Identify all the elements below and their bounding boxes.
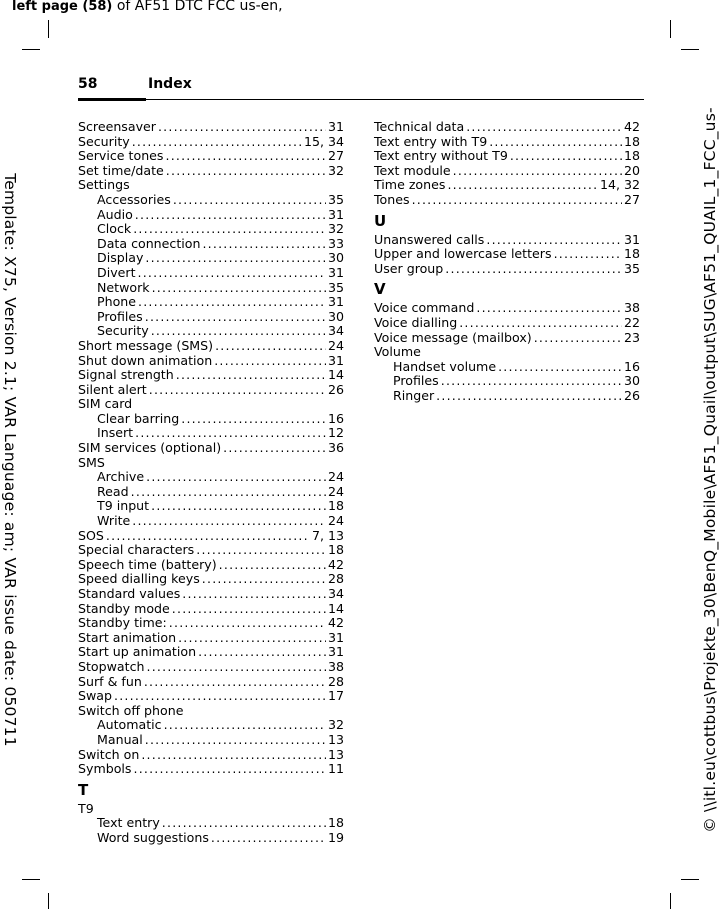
index-subentry [78,412,344,427]
dot-leader [158,120,326,135]
dot-leader [173,193,326,208]
entry-label: Ringer [393,387,435,403]
dot-leader [202,572,326,587]
entry-label: Switch on [78,746,140,762]
index-entry [78,631,344,646]
dot-leader [489,135,622,150]
dot-leader [169,616,326,631]
dot-leader [144,675,326,690]
dot-leader [133,222,326,237]
crop-mark [670,20,671,38]
entry-label: Start up animation [78,644,197,660]
dot-leader [132,135,302,150]
index-entry [78,689,344,704]
dot-leader [202,237,326,252]
entry-page-number: 14 [327,367,344,383]
entry-page-number: 20 [623,162,640,178]
entry-label: Text entry without T9 [374,148,508,164]
index-entry [78,558,344,573]
entry-label: User group [374,260,444,276]
entry-page-number: 22 [623,314,640,330]
page-title: Index [148,76,192,92]
entry-page-number: 23 [623,329,640,345]
entry-label: Standard values [78,586,181,601]
index-entry [78,441,344,456]
entry-page-number: 18 [327,498,344,514]
dot-leader [145,251,326,266]
entry-label: SOS [78,527,104,543]
dot-leader [138,295,326,310]
template-info-vertical: Template: X75, Version 2.1; VAR Language: am; VAR issue date: 050711 [1,173,19,747]
document-reference: of AF51 DTC FCC us-en, [112,0,283,14]
entry-page-number: 15, 34 [303,133,344,149]
index-subentry [374,360,640,375]
entry-label: Manual [97,731,143,747]
entry-label: Data connection [97,235,201,251]
dot-leader [131,485,326,500]
dot-leader [152,281,326,296]
index-subentry [374,374,640,389]
entry-label: Voice command [374,300,475,316]
index-subentry [78,310,344,325]
crop-mark [48,893,49,909]
crop-mark [22,49,40,50]
index-entry [78,616,344,631]
entry-page-number: 38 [623,300,640,316]
index-subentry [78,831,344,846]
dot-leader [182,587,326,602]
entry-page-number: 13 [327,731,344,747]
entry-page-number: 35 [327,191,344,207]
entry-label: Automatic [97,717,162,733]
index-entry [78,368,344,383]
index-entry [78,178,344,193]
entry-label: Signal strength [78,367,174,383]
entry-page-number: 42 [623,119,640,134]
header-rule [78,99,644,100]
index-subentry [78,718,344,733]
entry-page-number: 31 [327,352,344,368]
dot-leader [498,360,622,375]
index-entry [374,301,640,316]
dot-leader [178,631,326,646]
entry-label: Set time/date [78,162,164,178]
entry-label: Text module [374,162,451,178]
index-subentry [78,499,344,514]
entry-page-number: 14 [327,600,344,616]
entry-page-number: 30 [623,373,640,389]
dot-leader [164,718,326,733]
index-entry [78,704,344,719]
entry-label: Standby time: [78,615,167,631]
entry-page-number: 35 [623,260,640,276]
index-entry [78,339,344,354]
dot-leader [198,645,326,660]
entry-page-number: 31 [327,644,344,660]
entry-page-number: 17 [327,688,344,704]
entry-label: Standby mode [78,600,170,616]
entry-page-number: 26 [327,381,344,397]
entry-page-number: 7, 13 [311,527,344,543]
dot-leader [181,412,326,427]
index-entry [78,645,344,660]
dot-leader [486,233,622,248]
index-subentry [374,389,640,404]
entry-label: Clock [97,221,132,237]
index-subentry [78,222,344,237]
entry-label: T9 input [97,498,150,514]
index-subentry [78,485,344,500]
entry-page-number: 28 [327,673,344,689]
index-entry [78,397,344,412]
index-entry [78,135,344,150]
dot-leader [196,543,326,558]
entry-label: Display [97,250,144,266]
entry-label: Surf & fun [78,673,142,689]
dot-leader [135,426,326,441]
entry-label: Symbols [78,761,132,777]
entry-label: Handset volume [393,358,497,374]
index-subentry [78,295,344,310]
entry-page-number: 14, 32 [599,177,640,193]
entry-label: Start animation [78,629,177,645]
dot-leader [145,310,326,325]
entry-label: SIM card [78,396,133,412]
dot-leader [135,208,326,223]
index-entry [374,247,640,262]
entry-page-number: 27 [623,191,640,207]
dot-leader [219,558,326,573]
entry-label: Special characters [78,542,195,558]
entry-label: Security [97,323,149,339]
dot-leader [151,324,326,339]
index-entry [78,572,344,587]
file-path-vertical: © \\itl.eu\cottbus\Projekte_30\BenQ_Mobile\AF51_Quail\output\SUG\AF51_QUAIL_1_FCC_us- [701,107,719,833]
entry-label: Accessories [97,191,171,207]
index-entry [374,345,640,360]
entry-page-number: 28 [327,571,344,587]
dot-leader [510,149,622,164]
dot-leader [145,733,326,748]
index-entry [374,120,640,135]
dot-leader [132,514,326,529]
entry-page-number: 32 [327,162,344,178]
index-column-left [78,120,344,846]
entry-page-number: 31 [327,119,344,134]
dot-leader [147,660,326,675]
index-subentry [78,426,344,441]
entry-page-number: 34 [327,323,344,339]
entry-label: Short message (SMS) [78,337,214,353]
entry-label: Time zones [374,177,446,193]
page-reference: left page (58) [12,0,113,14]
entry-page-number: 18 [623,246,640,262]
entry-label: Insert [97,425,134,441]
index-section-letter: U [374,211,387,230]
index-subentry [78,324,344,339]
dot-leader [176,368,326,383]
entry-page-number: 36 [327,440,344,456]
entry-page-number: 38 [327,658,344,674]
dot-leader [445,262,622,277]
entry-label: Unanswered calls [374,231,485,247]
entry-label: Audio [97,206,133,222]
index-entry [78,543,344,558]
dot-leader [114,689,326,704]
dot-leader [141,748,326,763]
index-entry [374,331,640,346]
index-entry [78,660,344,675]
index-entry [374,233,640,248]
entry-label: Switch off phone [78,702,184,718]
index-entry [78,587,344,602]
entry-label: Clear barring [97,410,180,426]
dot-leader [534,331,622,346]
entry-label: Upper and lowercase letters [374,246,552,262]
dot-leader [441,374,622,389]
dot-leader [453,164,622,179]
index-entry [78,529,344,544]
index-entry [78,602,344,617]
index-entry [374,262,640,277]
dot-leader [149,383,326,398]
entry-label: Tones [374,191,410,207]
dot-leader [151,499,326,514]
entry-label: Network [97,279,150,295]
entry-label: SIM services (optional) [78,440,222,456]
entry-label: Volume [374,344,421,360]
crop-mark [48,20,49,38]
dot-leader [166,164,326,179]
entry-label: Text entry [97,815,160,831]
crop-mark [670,893,671,909]
entry-page-number: 34 [327,586,344,601]
index-entry [78,383,344,398]
entry-page-number: 18 [623,148,640,164]
index-entry [78,762,344,777]
entry-page-number: 24 [327,483,344,499]
dot-leader [146,470,326,485]
dot-leader [214,354,326,369]
entry-label: SMS [78,454,105,470]
dot-leader [106,529,310,544]
index-subentry [78,251,344,266]
entry-page-number: 24 [327,469,344,485]
dot-leader [133,762,325,777]
dot-leader [211,831,326,846]
index-entry [78,802,344,817]
entry-label: Archive [97,469,145,485]
entry-page-number: 18 [327,815,344,831]
entry-label: Read [97,483,129,499]
entry-page-number: 24 [327,513,344,529]
entry-page-number: 24 [327,337,344,353]
entry-label: Shut down animation [78,352,213,368]
entry-label: Speed dialling keys [78,571,200,587]
index-section-letter: V [374,280,386,299]
entry-label: Text entry with T9 [374,133,488,149]
dot-leader [476,301,622,316]
entry-page-number: 30 [327,308,344,324]
entry-label: Screensaver [78,119,156,134]
index-entry [78,149,344,164]
dot-leader [138,266,326,281]
entry-page-number: 33 [327,235,344,251]
index-entry [78,456,344,471]
entry-label: Stopwatch [78,658,145,674]
index-subentry [78,266,344,281]
dot-leader [223,441,326,456]
entry-page-number: 42 [327,556,344,572]
crop-mark [22,879,40,880]
entry-page-number: 31 [327,629,344,645]
index-entry [374,193,640,208]
index-subentry [78,237,344,252]
index-entry [374,178,640,193]
entry-page-number: 12 [327,425,344,441]
entry-label: Profiles [393,373,439,389]
index-entry [78,675,344,690]
entry-page-number: 32 [327,717,344,733]
dot-leader [162,816,326,831]
index-entry [374,135,640,150]
entry-label: Voice dialling [374,314,458,330]
entry-label: Security [78,133,130,149]
dot-leader [447,178,598,193]
entry-label: Profiles [97,308,143,324]
index-subentry [78,816,344,831]
entry-label: Word suggestions [97,829,209,845]
index-subentry [78,470,344,485]
index-subentry [78,281,344,296]
entry-label: Voice message (mailbox) [374,329,532,345]
index-entry [78,354,344,369]
index-section-letter: T [78,780,89,799]
index-entry [374,149,640,164]
index-subentry [78,514,344,529]
entry-page-number: 19 [327,829,344,845]
index-subentry [78,733,344,748]
entry-label: Divert [97,264,136,280]
entry-label: Technical data [374,119,465,134]
document-header-line [12,0,283,14]
index-entry [78,164,344,179]
dot-leader [436,389,622,404]
index-column-right [374,120,640,404]
entry-page-number: 16 [623,358,640,374]
entry-page-number: 13 [327,746,344,762]
entry-page-number: 16 [327,410,344,426]
entry-label: Service tones [78,148,164,164]
entry-page-number: 42 [327,615,344,631]
entry-label: Settings [78,177,130,193]
entry-page-number: 26 [623,387,640,403]
page-number: 58 [78,76,98,92]
entry-page-number: 31 [327,206,344,222]
entry-page-number: 27 [327,148,344,164]
entry-page-number: 18 [623,133,640,149]
header-rule-accent [78,98,146,101]
entry-page-number: 31 [623,231,640,247]
entry-label: Phone [97,294,137,310]
index-subentry [78,193,344,208]
dot-leader [554,247,622,262]
dot-leader [215,339,326,354]
dot-leader [466,120,622,135]
dot-leader [165,149,325,164]
entry-page-number: 31 [327,264,344,280]
dot-leader [412,193,622,208]
entry-page-number: 31 [327,294,344,310]
entry-page-number: 11 [327,761,344,777]
index-entry [78,120,344,135]
dot-leader [172,602,326,617]
index-subentry [78,208,344,223]
index-entry [374,316,640,331]
entry-label: Speech time (battery) [78,556,217,572]
entry-label: Write [97,513,131,529]
entry-label: T9 [78,800,94,816]
entry-page-number: 30 [327,250,344,266]
entry-page-number: 35 [327,279,344,295]
entry-label: Swap [78,688,113,704]
entry-page-number: 32 [327,221,344,237]
index-entry [78,748,344,763]
dot-leader [459,316,622,331]
entry-label: Silent alert [78,381,147,397]
index-entry [374,164,640,179]
entry-page-number: 18 [327,542,344,558]
